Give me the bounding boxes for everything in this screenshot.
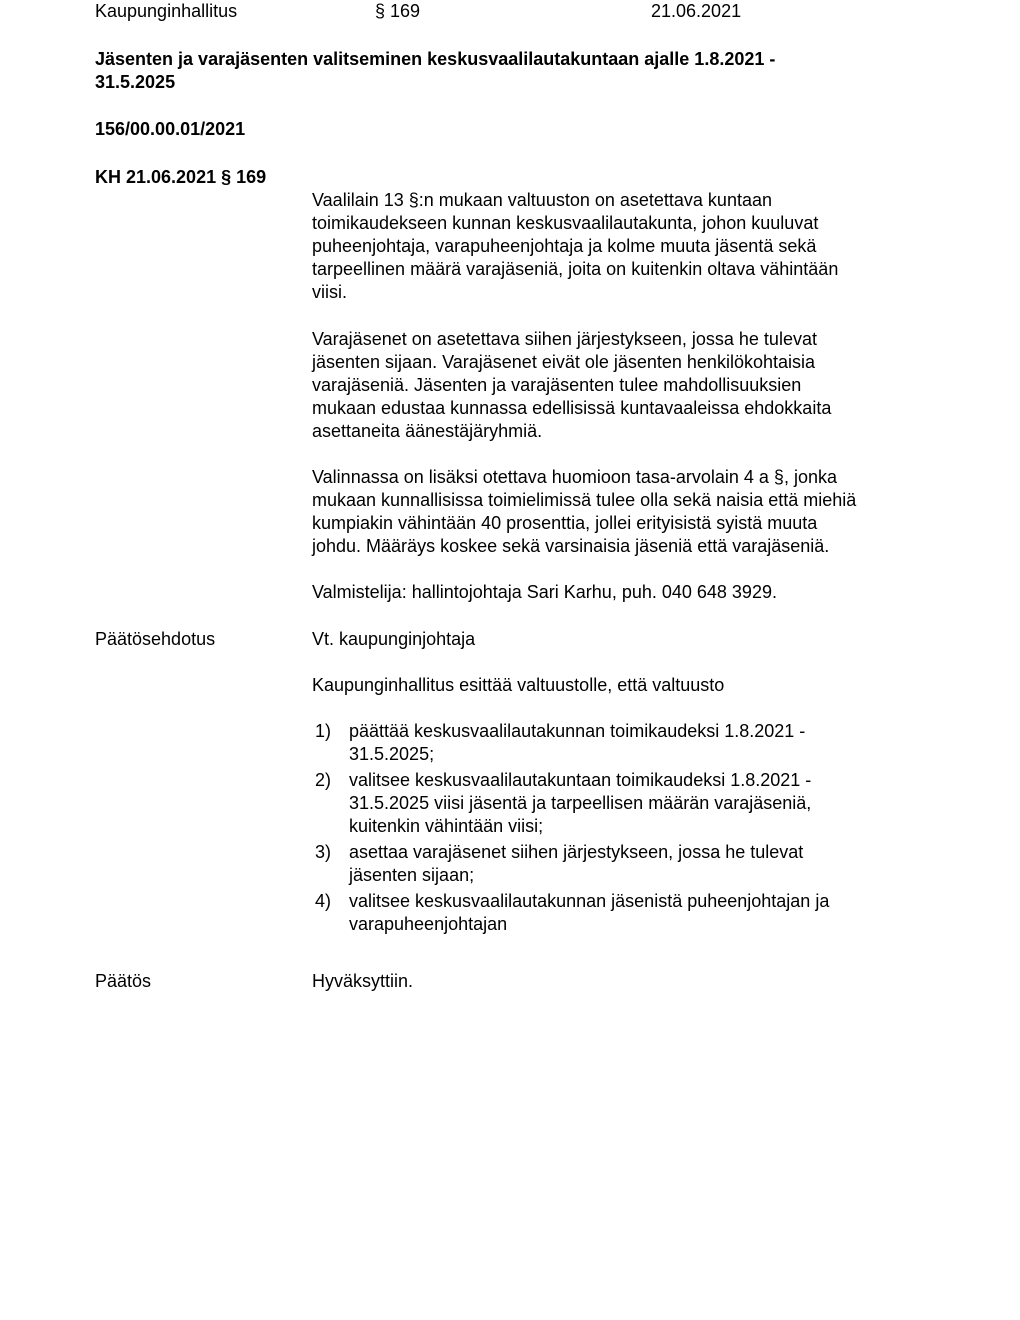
proposal-list [312,720,932,939]
body-line: jäsenten sijaan. Varajäsenet eivät ole jäsenten henkilökohtaisia [312,352,815,372]
header-section: § 169 [375,1,421,21]
proposal-proposer: Vt. kaupunginjohtaja [312,629,476,649]
list-item-line: 31.5.2025; [349,744,435,764]
proposal-intro: Kaupunginhallitus esittää valtuustolle, että valtuusto [312,675,725,695]
list-item [312,841,932,887]
preparer-line: Valmistelija: hallintojohtaja Sari Karhu, puh. 040 648 3929. [312,582,777,602]
list-item-line: asettaa varajäsenet siihen järjestykseen, jossa he tulevat [349,842,804,862]
list-item-number: 2) [315,770,332,790]
list-item-line: varapuheenjohtajan [349,914,508,934]
list-item-line: jäsenten sijaan; [349,865,475,885]
list-item-number: 4) [315,891,332,911]
body-line: johdu. Määräys koskee sekä varsinaisia jäseniä että varajäseniä. [312,536,830,556]
body-paragraph-2 [312,328,932,443]
list-item-line: kuitenkin vähintään viisi; [349,816,544,836]
list-item [312,720,932,766]
list-item-number: 1) [315,721,332,741]
proposal-label: Päätösehdotus [95,629,216,649]
list-item-line: valitsee keskusvaalilautakunnan jäsenistä puheenjohtajan ja [349,891,830,911]
body-line: toimikaudekseen kunnan keskusvaalilautakunta, johon kuuluvat [312,213,819,233]
list-item-line: valitsee keskusvaalilautakuntaan toimikaudeksi 1.8.2021 - [349,770,812,790]
list-item-number: 3) [315,842,332,862]
list-item-line: päättää keskusvaalilautakunnan toimikaudeksi 1.8.2021 - [349,721,806,741]
list-item [312,769,932,838]
body-paragraph-1 [312,189,932,304]
list-item-line: 31.5.2025 viisi jäsentä ja tarpeellisen määrän varajäseniä, [349,793,812,813]
body-line: varajäseniä. Jäsenten ja varajäsenten tulee mahdollisuuksien [312,375,802,395]
body-line: Vaalilain 13 §:n mukaan valtuuston on asetettava kuntaan [312,190,772,210]
diary-number: 156/00.00.01/2021 [95,119,246,139]
document-title-line-1: Jäsenten ja varajäsenten valitseminen keskusvaalilautakuntaan ajalle 1.8.2021 - [95,49,776,69]
body-paragraph-3 [312,466,932,558]
body-line: kumpiakin vähintään 40 prosenttia, jollei erityisistä syistä muuta [312,513,818,533]
decision-label: Päätös [95,971,152,991]
body-line: puheenjohtaja, varapuheenjohtaja ja kolme muuta jäsentä sekä [312,236,817,256]
document-title-line-2: 31.5.2025 [95,72,176,92]
decision-text: Hyväksyttiin. [312,971,414,991]
body-line: Valinnassa on lisäksi otettava huomioon tasa-arvolain 4 a §, jonka [312,467,837,487]
body-line: viisi. [312,282,347,302]
meeting-reference: KH 21.06.2021 § 169 [95,167,267,187]
header-date: 21.06.2021 [651,1,742,21]
body-line: asettaneita äänestäjäryhmiä. [312,421,543,441]
body-line: tarpeellinen määrä varajäseniä, joita on kuitenkin oltava vähintään [312,259,839,279]
body-line: Varajäsenet on asetettava siihen järjestykseen, jossa he tulevat [312,329,817,349]
header-organ: Kaupunginhallitus [95,1,238,21]
list-item [312,890,932,936]
body-line: mukaan kunnallisissa toimielimissä tulee olla sekä naisia että miehiä [312,490,857,510]
body-line: mukaan edustaa kunnassa edellisissä kuntavaaleissa ehdokkaita [312,398,832,418]
